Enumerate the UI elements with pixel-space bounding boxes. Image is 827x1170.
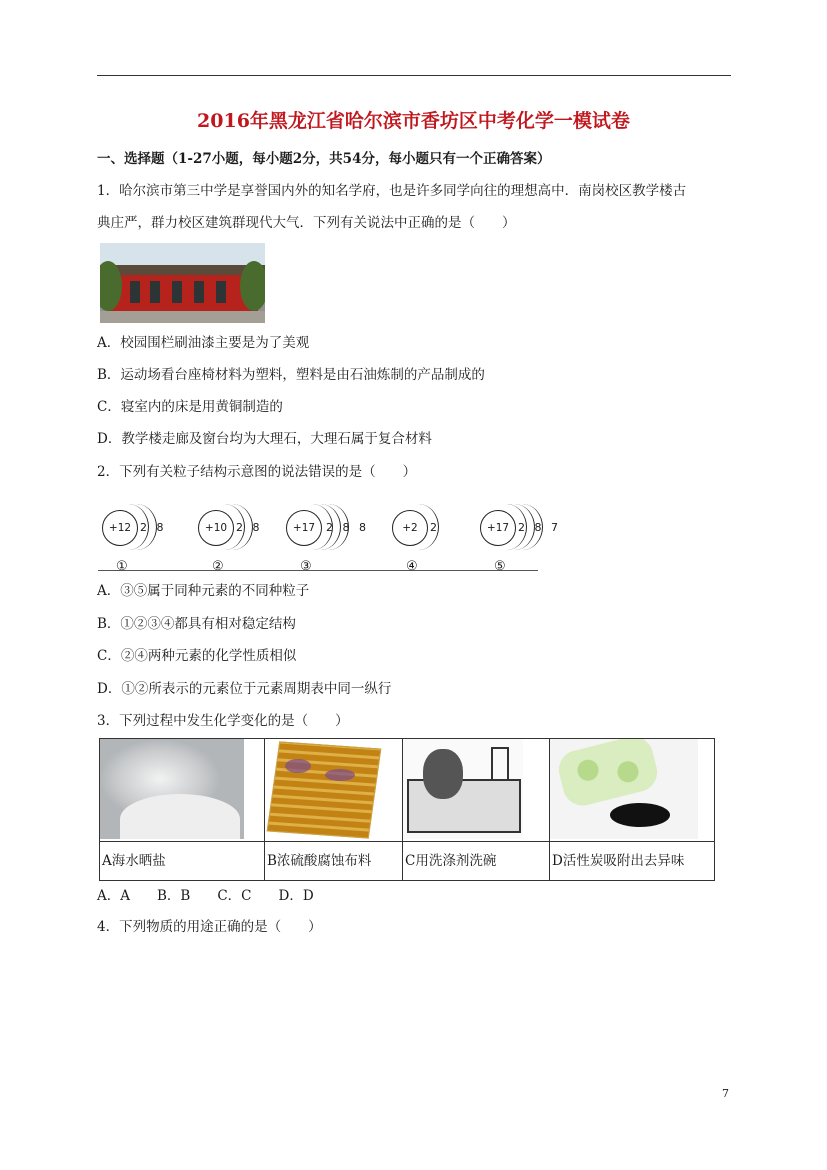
q3-stem: 3．下列过程中发生化学变化的是（ ） <box>97 713 349 729</box>
q2-option-a: A．③⑤属于同种元素的不同种粒子 <box>97 583 310 599</box>
atom-diagram-3 <box>286 498 376 574</box>
atom-label: ④ <box>406 559 418 574</box>
q1-option-d: D．教学楼走廊及窗台均为大理石，大理石属于复合材料 <box>97 431 432 447</box>
electron-shells: 2 8 <box>236 521 263 534</box>
atom-structure-diagrams <box>98 490 561 574</box>
electron-shells: 2 8 <box>140 521 167 534</box>
nucleus-charge: +17 <box>480 510 516 546</box>
q3-image-c <box>403 739 550 842</box>
atom-label: ⑤ <box>494 559 506 574</box>
electron-shells: 2 8 7 <box>518 521 561 534</box>
atom-diagram-1 <box>102 498 192 574</box>
q3-image-a <box>100 739 265 842</box>
q3-image-d <box>550 739 715 842</box>
section-heading: 一、选择题（1-27小题，每小题2分，共54分，每小题只有一个正确答案） <box>97 151 551 167</box>
q2-option-c: C．②④两种元素的化学性质相似 <box>97 648 297 664</box>
q2-option-d: D．①②所表示的元素位于元素周期表中同一纵行 <box>97 681 392 697</box>
atom-label: ③ <box>300 559 312 574</box>
q1-stem-line2: 典庄严，群力校区建筑群现代大气．下列有关说法中正确的是（ ） <box>97 215 516 231</box>
q3-image-b <box>265 739 403 842</box>
page-title: 2016年黑龙江省哈尔滨市香坊区中考化学一模试卷 <box>197 110 630 132</box>
q3-choice-table <box>99 738 715 881</box>
q3-caption-d: D活性炭吸附出去异味 <box>550 842 715 881</box>
q2-option-b: B．①②③④都具有相对稳定结构 <box>97 616 296 632</box>
q3-caption-a: A海水晒盐 <box>100 842 265 881</box>
q3-caption-c: C用洗涤剂洗碗 <box>403 842 550 881</box>
nucleus-charge: +10 <box>198 510 234 546</box>
electron-shells: 2 8 8 <box>326 521 369 534</box>
nucleus-charge: +2 <box>392 510 428 546</box>
school-building-photo <box>100 243 265 323</box>
q1-option-c: C．寝室内的床是用黄铜制造的 <box>97 399 283 415</box>
corroded-fabric-picture <box>265 739 387 839</box>
q3-caption-b: B浓硫酸腐蚀布料 <box>265 842 403 881</box>
charcoal-bag-picture <box>550 739 698 839</box>
page-number: 7 <box>722 1087 729 1100</box>
q3-options: A．A B．B C．C D．D <box>97 888 314 904</box>
nucleus-charge: +12 <box>102 510 138 546</box>
q2-stem: 2．下列有关粒子结构示意图的说法错误的是（ ） <box>97 464 417 480</box>
electron-shells: 2 <box>430 521 440 534</box>
atom-diagram-2 <box>198 498 288 574</box>
atom-label: ① <box>116 559 128 574</box>
atom-label: ② <box>212 559 224 574</box>
salt-pile-picture <box>100 739 244 839</box>
q4-stem: 4．下列物质的用途正确的是（ ） <box>97 919 322 935</box>
q1-option-b: B．运动场看台座椅材料为塑料，塑料是由石油炼制的产品制成的 <box>97 367 485 383</box>
nucleus-charge: +17 <box>286 510 322 546</box>
header-rule <box>97 75 731 76</box>
q1-option-a: A．校园围栏刷油漆主要是为了美观 <box>97 335 310 351</box>
washing-dishes-picture <box>403 739 523 839</box>
q1-stem-line1: 1．哈尔滨市第三中学是享誉国内外的知名学府，也是许多同学向往的理想高中．南岗校区教学楼古 <box>97 183 687 199</box>
atom-diagram-4 <box>392 498 482 574</box>
atom-diagram-5 <box>480 498 570 574</box>
